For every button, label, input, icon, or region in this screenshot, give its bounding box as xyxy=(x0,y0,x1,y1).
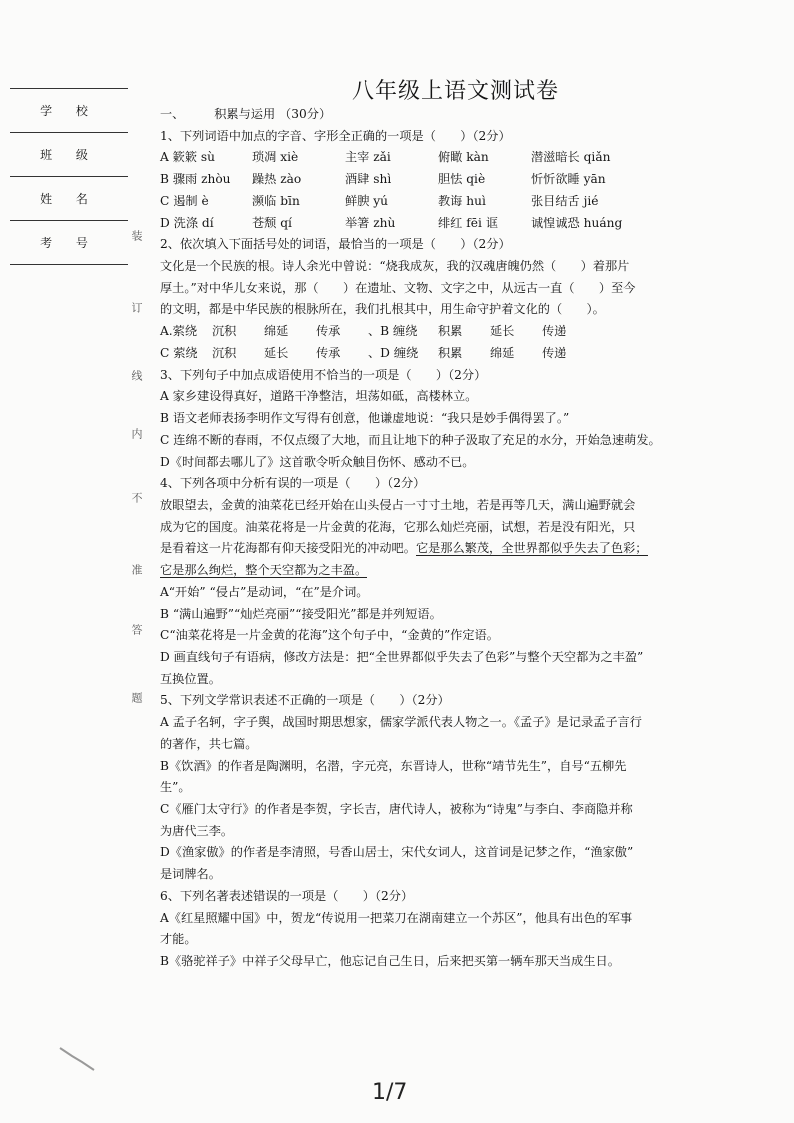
word: D 洗涤 dí xyxy=(160,215,214,230)
word: 潜滋暗长 qiǎn xyxy=(531,150,611,165)
option-word: 延长 xyxy=(490,324,515,339)
option-word: 沉积 xyxy=(212,345,237,360)
word: 举箸 zhù xyxy=(345,215,396,230)
q5-stem: 5、下列文学常识表述不正确的一项是（ ）（2分） xyxy=(160,693,450,708)
word: A 簌簌 sù xyxy=(160,150,216,165)
word: 诚惶诚恐 huáng xyxy=(531,215,623,230)
q4-passage: 放眼望去，金黄的油菜花已经开始在山头侵占一寸寸土地，若是再等几天，满山遍野就会 xyxy=(160,497,636,512)
q1-option-d[interactable] xyxy=(160,213,742,235)
q4-passage xyxy=(160,560,742,582)
q3-option-c[interactable]: C 连绵不断的春雨，不仅点缀了大地，而且让地下的种子汲取了充足的水分，开始急速萌发。 xyxy=(160,432,661,447)
q4-passage xyxy=(160,538,742,560)
q6-stem: 6、下列名著表述错误的一项是（ ）（2分） xyxy=(160,888,414,903)
student-info-table xyxy=(10,88,128,265)
q2-options-cd[interactable] xyxy=(160,343,742,365)
option-word: 、B 缠绕 xyxy=(368,324,418,339)
option-word: C 萦绕 xyxy=(160,345,198,360)
seal-char: 题 xyxy=(130,692,143,703)
q2-passage: 厚土。”对中华儿女来说，那（ ）在遗址、文物、文字之中，从远古一直（ ）至今 xyxy=(160,280,636,295)
word: C 遏制 è xyxy=(160,193,209,208)
seal-char: 不 xyxy=(130,492,143,503)
q5-option-d[interactable]: D《渔家傲》的作者是李清照，号香山居士，宋代女词人，这首词是记梦之作，“渔家傲” xyxy=(160,845,634,860)
option-word: 传承 xyxy=(316,324,341,339)
word: 胆怯 qiè xyxy=(438,172,486,187)
q5-option-a-cont: 的著作，共七篇。 xyxy=(160,736,258,751)
word: 琐凋 xiè xyxy=(252,150,299,165)
word: 忻忻欲睡 yān xyxy=(531,172,606,187)
seal-char: 内 xyxy=(130,428,143,439)
q3-option-b[interactable]: B 语文老师表扬李明作文写得有创意，他谦虚地说：“我只是妙手偶得罢了。” xyxy=(160,411,570,426)
underlined-sentence: 它是那么繁茂，全世界都似乎失去了色彩； xyxy=(415,541,648,556)
q4-option-c[interactable]: C“油菜花将是一片金黄的花海”这个句子中，“金黄的”作定语。 xyxy=(160,628,499,643)
passage-text: 是看着这一片花海都有仰天接受阳光的冲动吧。 xyxy=(160,541,416,556)
word: 鲜腴 yú xyxy=(345,193,388,208)
word: 酒肆 shì xyxy=(345,172,392,187)
word: B 骤雨 zhòu xyxy=(160,172,231,187)
word: 躁热 zào xyxy=(252,172,302,187)
q4-option-d-cont: 互换位置。 xyxy=(160,671,221,686)
seal-char: 答 xyxy=(130,624,143,635)
section-label: 积累与运用 （30分） xyxy=(214,107,332,121)
underlined-sentence: 它是那么绚烂，整个天空都为之丰盈。 xyxy=(160,563,368,578)
q4-passage: 成为它的国度。油菜花将是一片金黄的花海，它那么灿烂亮丽，试想，若是没有阳光，只 xyxy=(160,519,636,534)
q5-option-b[interactable]: B《饮酒》的作者是陶渊明，名潜，字元亮，东晋诗人，世称“靖节先生”，自号“五柳先 xyxy=(160,758,627,773)
word: 苍颓 qí xyxy=(252,215,292,230)
q2-options-ab[interactable] xyxy=(160,321,742,343)
q4-option-d[interactable]: D 画直线句子有语病，修改方法是：把“全世界都似乎失去了色彩”与整个天空都为之丰盈” xyxy=(160,649,644,664)
seal-char: 订 xyxy=(130,302,143,313)
q5-option-b-cont: 生”。 xyxy=(160,780,191,795)
page-number: 1/7 xyxy=(372,1080,408,1105)
q3-option-d[interactable]: D《时间都去哪儿了》这首歌令听众触目伤怀、感动不已。 xyxy=(160,454,475,469)
option-word: 传递 xyxy=(542,345,567,360)
q2-passage: 的文明，都是中华民族的根脉所在，我们扎根其中，用生命守护着文化的（ ）。 xyxy=(160,302,605,317)
q5-option-c[interactable]: C《雁门太守行》的作者是李贺，字长吉，唐代诗人，被称为“诗鬼”与李白、李商隐并称 xyxy=(160,802,633,816)
pen-scratch-mark xyxy=(58,1046,98,1072)
q4-stem: 4、下列各项中分析有误的一项是（ ）（2分） xyxy=(160,476,426,491)
q6-option-a-cont: 才能。 xyxy=(160,932,197,947)
q1-option-a[interactable] xyxy=(160,147,742,169)
q6-option-b[interactable]: B《骆驼祥子》中祥子父母早亡，他忘记自己生日，后来把买第一辆车那天当成生日。 xyxy=(160,954,620,969)
q5-option-c-cont: 为唐代三李。 xyxy=(160,823,234,838)
q4-option-b[interactable]: B “满山遍野”“灿烂亮丽”“接受阳光”都是并列短语。 xyxy=(160,606,442,621)
page-title: 八年级上语文测试卷 xyxy=(352,79,560,104)
class-field[interactable]: 班 级 xyxy=(10,133,128,177)
q5-option-d-cont: 是词牌名。 xyxy=(160,867,221,882)
q3-stem: 3、下列句子中加点成语使用不恰当的一项是（ ）（2分） xyxy=(160,367,487,382)
seal-char: 准 xyxy=(130,564,143,575)
option-word: 绵延 xyxy=(490,345,515,360)
q2-stem: 2、依次填入下面括号处的词语，最恰当的一项是（ ）（2分） xyxy=(160,237,511,252)
name-field[interactable]: 姓 名 xyxy=(10,177,128,221)
option-word: 积累 xyxy=(438,345,463,360)
word: 绯红 fēi 诓 xyxy=(438,215,498,230)
q1-option-b[interactable] xyxy=(160,169,742,191)
seal-char: 线 xyxy=(130,370,143,381)
exam-number-field[interactable]: 考 号 xyxy=(10,221,128,265)
word: 主宰 zǎi xyxy=(345,150,391,165)
q2-passage: 文化是一个民族的根。诗人余光中曾说：“烧我成灰，我的汉魂唐魄仍然（ ）着那片 xyxy=(160,259,630,274)
school-field[interactable]: 学 校 xyxy=(10,89,128,133)
q4-option-a[interactable]: A“开始” “侵占”是动词，“在”是介词。 xyxy=(160,584,369,599)
q5-option-a[interactable]: A 孟子名轲，字子舆，战国时期思想家，儒家学派代表人物之一。《孟子》是记录孟子言行 xyxy=(160,715,642,730)
word: 濒临 bīn xyxy=(252,193,300,208)
word: 张目结舌 jié xyxy=(531,193,599,208)
seal-char: 装 xyxy=(130,230,143,241)
word: 俯瞰 kàn xyxy=(438,150,489,165)
q1-stem: 1、下列词语中加点的字音、字形全正确的一项是（ ）（2分） xyxy=(160,128,511,143)
option-word: 延长 xyxy=(264,345,289,360)
section-number: 一、 xyxy=(160,107,185,121)
q1-option-c[interactable] xyxy=(160,191,742,213)
option-word: 传承 xyxy=(316,345,341,360)
q3-option-a[interactable]: A 家乡建设得真好，道路干净整洁，坦荡如砥，高楼林立。 xyxy=(160,389,478,404)
option-word: 绵延 xyxy=(264,324,289,339)
option-word: 积累 xyxy=(438,324,463,339)
option-word: 传递 xyxy=(542,324,567,339)
option-word: A.萦绕 xyxy=(160,324,198,339)
option-word: 、D 缠绕 xyxy=(368,345,419,360)
exam-content xyxy=(160,104,742,973)
section-heading xyxy=(160,104,742,126)
word: 教诲 huì xyxy=(438,193,486,208)
option-word: 沉积 xyxy=(212,324,237,339)
q6-option-a[interactable]: A《红星照耀中国》中，贺龙“传说用一把菜刀在湖南建立一个苏区”，他具有出色的军事 xyxy=(160,910,633,925)
